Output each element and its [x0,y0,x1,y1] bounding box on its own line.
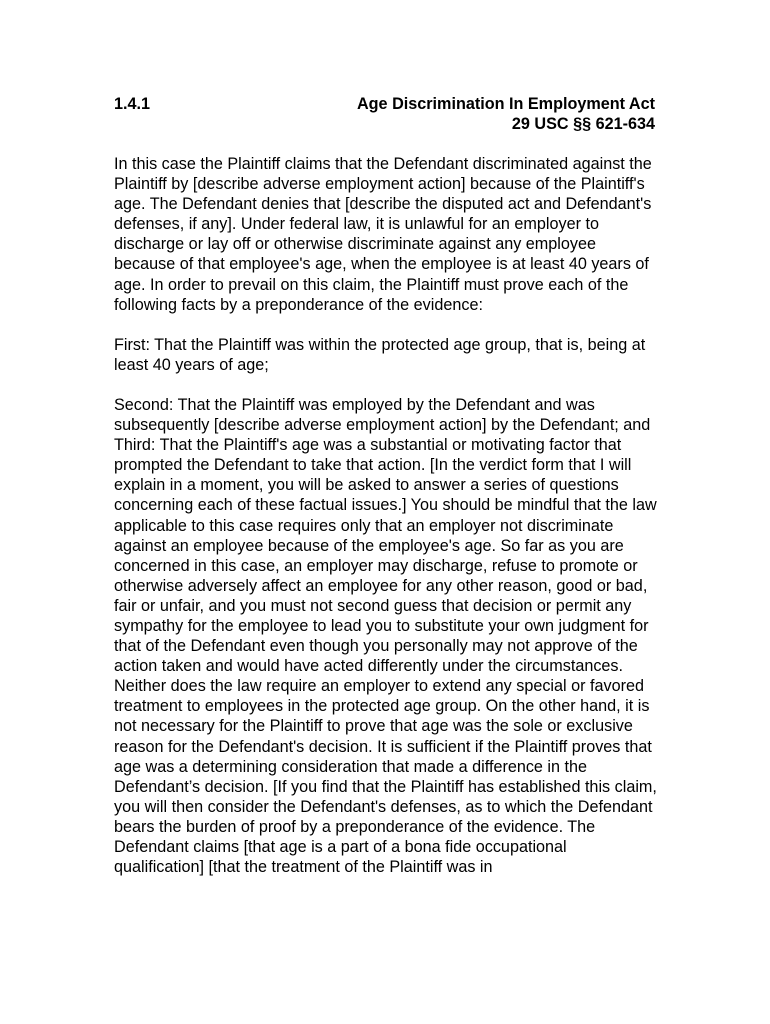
section-number: 1.4.1 [114,95,151,113]
element-second-paragraph: Second: That the Plaintiff was employed by the Defendant and was subsequently [describe adverse employment action] by the Defendant; and [114,395,651,435]
section-title: Age Discrimination In Employment Act [356,95,655,113]
document-body [114,94,659,877]
intro-paragraph: In this case the Plaintiff claims that the Defendant discriminated against the Plaintiff by [describe adverse employment action] because of the Plaintiff's age. The Defendant denies that [describe the disputed act and Defendant's defenses, if any]. Under federal law, it is unlawful for an employer to discharge or lay off or otherwise discriminate against any employee because of that employee's age, when the employee is at least 40 years of age. In order to prevail on this claim, the Plaintiff must prove each of the following facts by a preponderance of the evidence: [114,155,652,314]
statute-citation: 29 USC §§ 621-634 [511,115,655,133]
element-first-paragraph: First: That the Plaintiff was within the protected age group, that is, being at least 40 years of age; [114,335,646,374]
element-third-paragraph: Third: That the Plaintiff's age was a substantial or motivating factor that prompted the Defendant to take that action. [In the verdict form that I will explain in a moment, you will be asked to answer a series of questions concerning each of these factual issues.] You should be mindful that the law applicable to this case requires only that an employer not discriminate against an employee because of the employee's age. So far as you are concerned in this case, an employer may discharge, refuse to promote or otherwise adversely affect an employee for any other reason, good or bad, fair or unfair, and you must not second guess that decision or permit any sympathy for the employee to lead you to substitute your own judgment for that of the Defendant even though you personally may not approve of the action taken and would have acted differently under the circumstances. Neither does the law require an employer to extend any special or favored treatment to employees in the protected age group. On the other hand, it is not necessary for the Plaintiff to prove that age was the sole or exclusive reason for the Defendant's decision. It is sufficient if the Plaintiff proves that age was a determining consideration that made a difference in the Defendant’s decision. [If you find that the Plaintiff has established this claim, you will then consider the Defendant's defenses, as to which the Defendant bears the burden of proof by a preponderance of the evidence. The Defendant claims [that age is a part of a bona fide occupational qualification] [that the treatment of the Plaintiff was in [114,436,657,877]
section-heading [114,94,659,134]
